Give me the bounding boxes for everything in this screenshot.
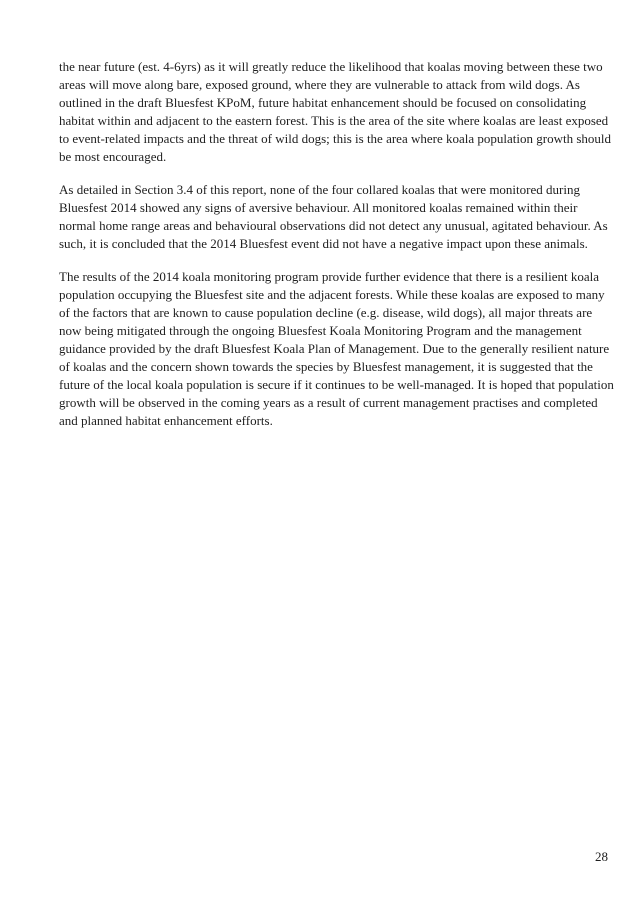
paragraph-collared-koalas: As detailed in Section 3.4 of this report, none of the four collared koalas that were monitored during Bluesfest 2014 showed any signs of aversive behaviour. All monitored koalas remained within their normal home range areas and behavioural observations did not detect any unusual, agitated behaviour. As such, it is concluded that the 2014 Bluesfest event did not have a negative impact upon these animals. [59,182,608,251]
paragraph-habitat-enhancement: the near future (est. 4-6yrs) as it will greatly reduce the likelihood that koalas moving between these two areas will move along bare, exposed ground, where they are vulnerable to attack from wild dogs. As outlined in the draft Bluesfest KPoM, future habitat enhancement should be focused on consolidating habitat within and adjacent to the eastern forest. This is the area of the site where koalas are least exposed to event-related impacts and the threat of wild dogs; this is the area where koala population growth should be most encouraged. [59,59,611,164]
page-number: 28 [595,849,608,864]
body-text [59,58,615,430]
paragraph-monitoring-results: The results of the 2014 koala monitoring program provide further evidence that there is a resilient koala population occupying the Bluesfest site and the adjacent forests. While these koalas are exposed to many of the factors that are known to cause population decline (e.g. disease, wild dogs), all major threats are now being mitigated through the ongoing Bluesfest Koala Monitoring Program and the management guidance provided by the draft Bluesfest Koala Plan of Management. Due to the generally resilient nature of koalas and the concern shown towards the species by Bluesfest management, it is suggested that the future of the local koala population is secure if it continues to be well-managed. It is hoped that population growth will be observed in the coming years as a result of current management practises and completed and planned habitat enhancement efforts. [59,269,614,428]
